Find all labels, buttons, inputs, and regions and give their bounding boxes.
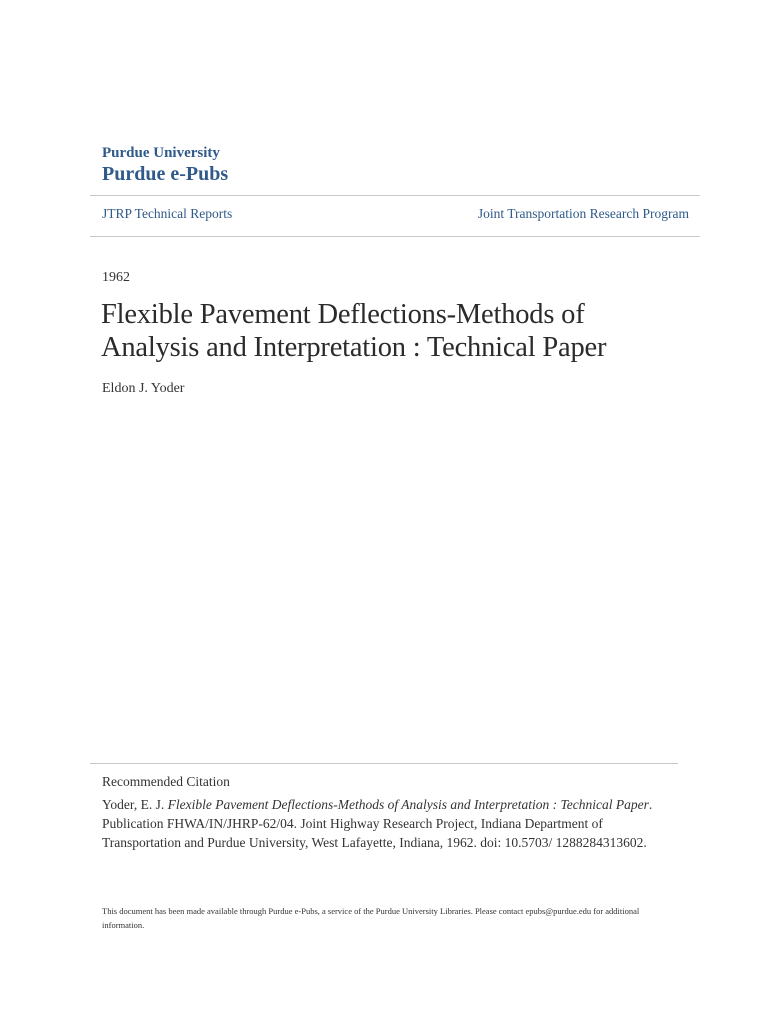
- university-name[interactable]: Purdue University: [102, 145, 220, 161]
- series-link[interactable]: JTRP Technical Reports: [102, 206, 233, 221]
- repository-name[interactable]: Purdue e-Pubs: [102, 163, 229, 185]
- citation-publication: . Publication FHWA/IN/JHRP-62/04. Joint Highway Research Project, Indiana Department of Transportation and Purdue University, West Lafayette, Indiana, 1962. doi: 10.5703/ 1288284313602.: [102, 797, 653, 850]
- citation-title: Flexible Pavement Deflections-Methods of Analysis and Interpretation : Technical Paper: [167, 797, 649, 812]
- publication-year: 1962: [102, 270, 130, 285]
- author-name: Eldon J. Yoder: [102, 381, 185, 396]
- divider-citation: [90, 763, 678, 764]
- divider-mid: [90, 236, 700, 237]
- citation-text: [102, 795, 662, 852]
- document-title: [101, 298, 721, 364]
- availability-notice: This document has been made available through Purdue e-Pubs, a service of the Purdue University Libraries. Please contact epubs@purdue.edu for additional information.: [102, 906, 640, 930]
- citation-authors: Yoder, E. J.: [102, 797, 168, 812]
- collection-links: [102, 206, 689, 222]
- title-line-2: Analysis and Interpretation : Technical Paper: [101, 332, 607, 363]
- title-line-1: Flexible Pavement Deflections-Methods of: [101, 299, 585, 330]
- brand-block: [102, 144, 228, 186]
- citation-heading: Recommended Citation: [102, 774, 230, 789]
- divider-top: [90, 195, 700, 196]
- program-link[interactable]: Joint Transportation Research Program: [477, 206, 689, 221]
